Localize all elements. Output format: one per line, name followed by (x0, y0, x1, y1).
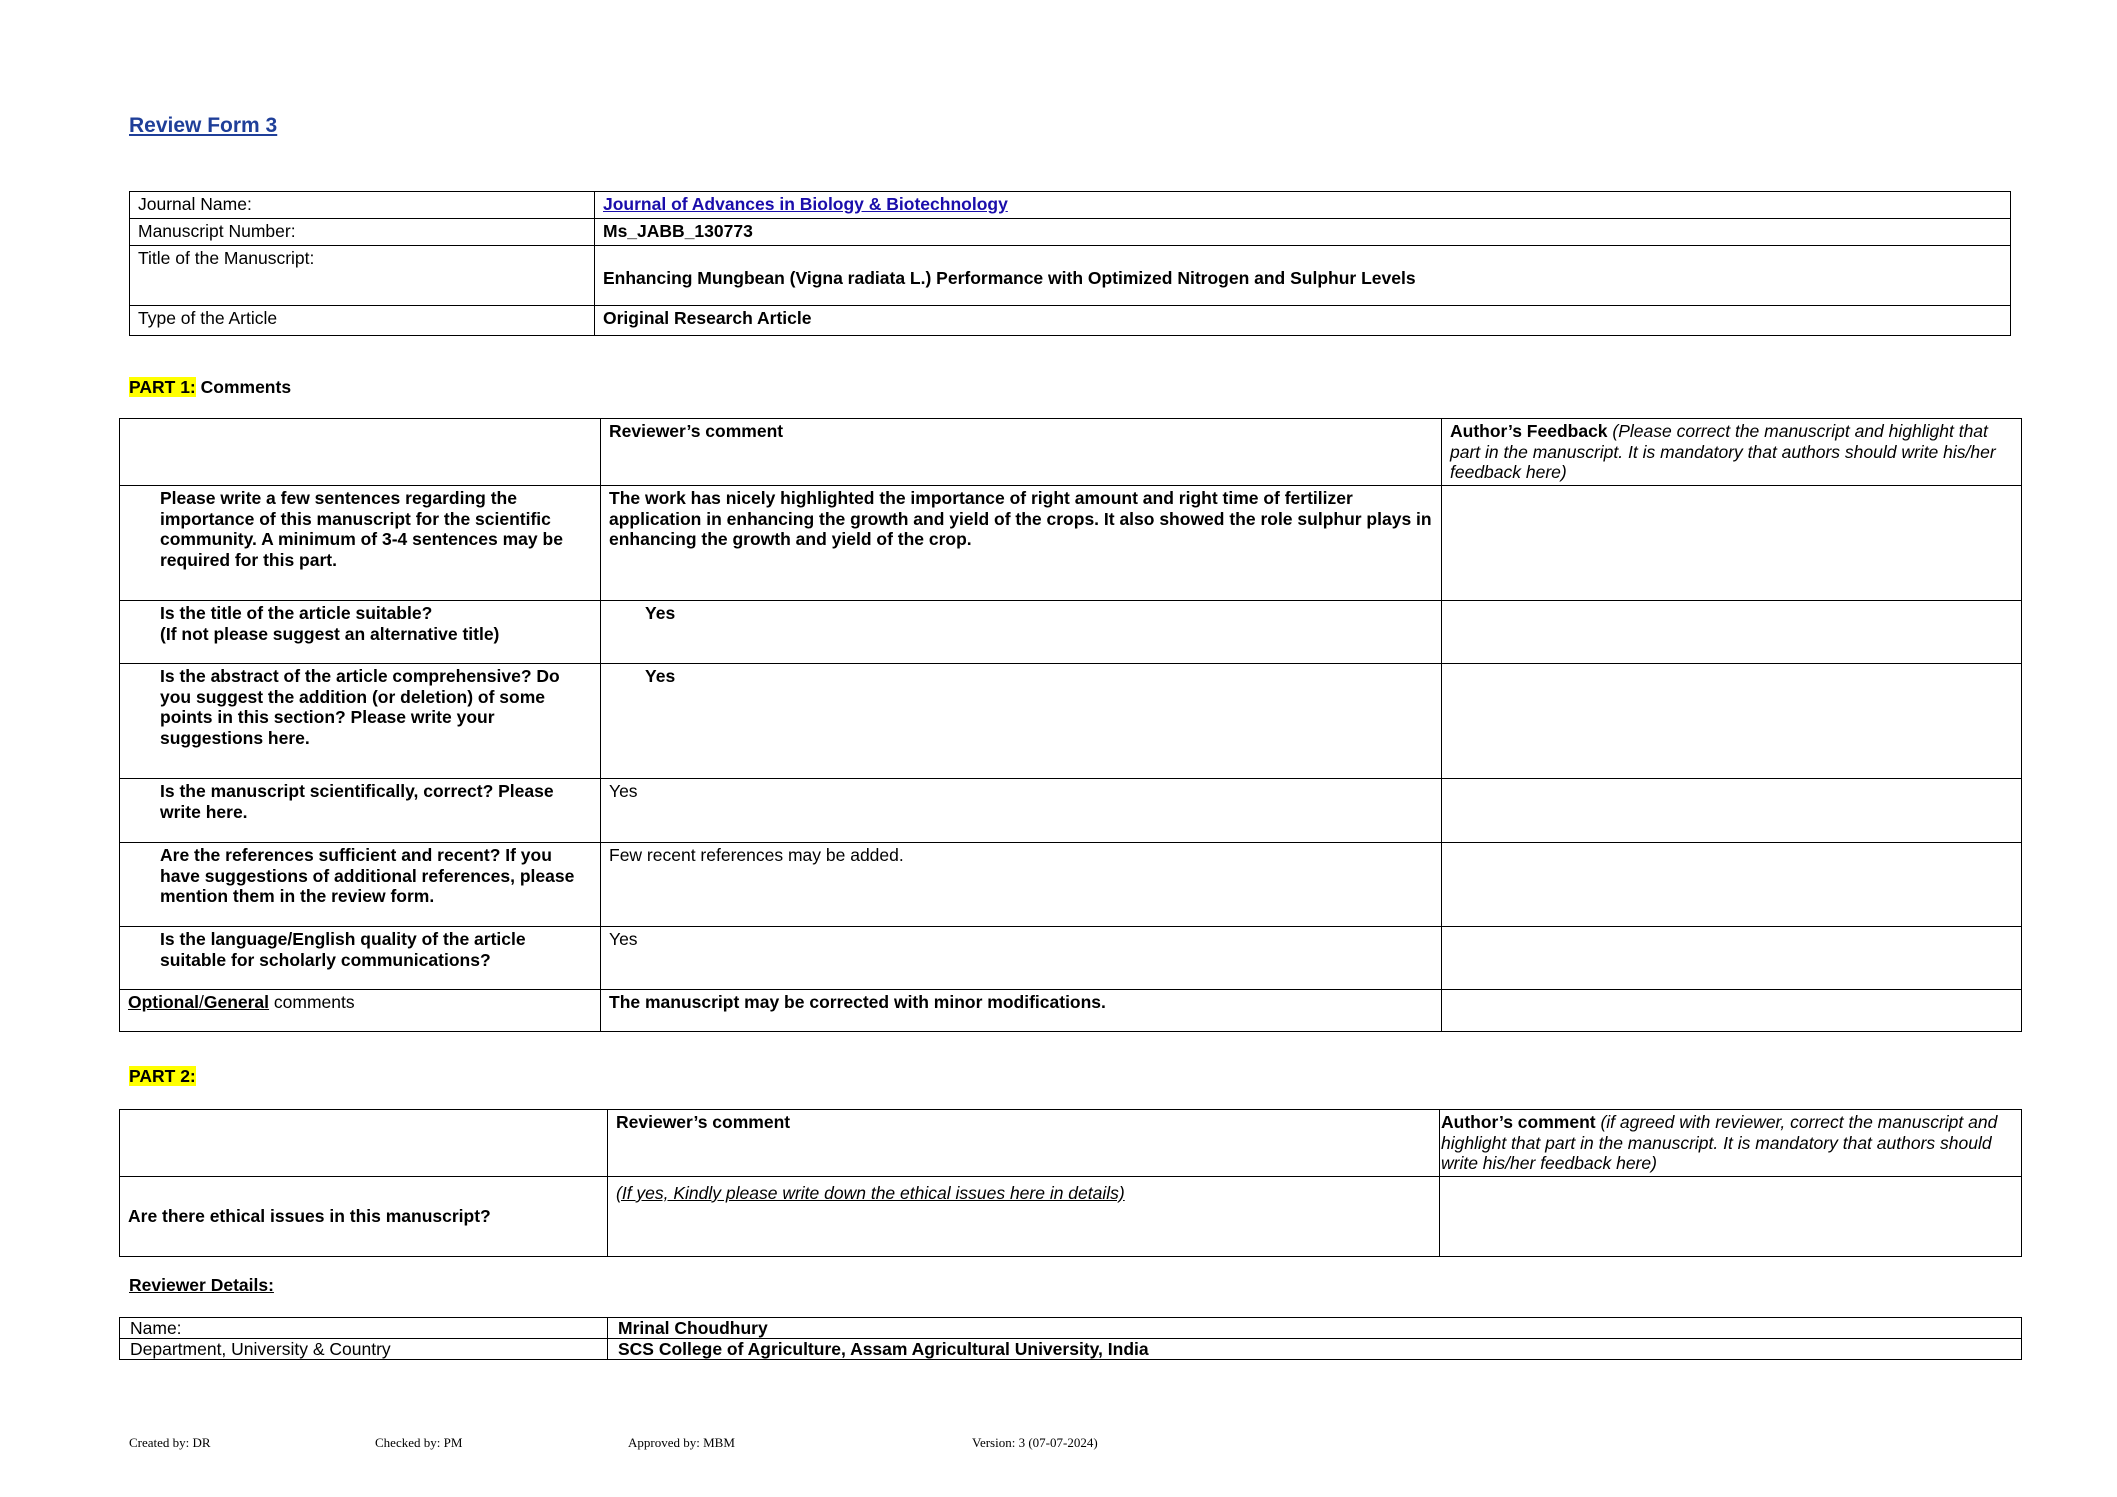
manuscript-number-label: Manuscript Number: (130, 219, 595, 246)
question-abstract: Is the abstract of the article comprehensive? Do you suggest the addition (or deletion) of some points in this section? Please write your suggestions here. (120, 663, 601, 778)
part2-heading (129, 1066, 196, 1087)
reviewer-details-table (119, 1317, 2022, 1360)
part2-ethics-table (119, 1109, 2022, 1257)
author-feedback-optional[interactable] (1442, 989, 2022, 1031)
author-feedback-language[interactable] (1442, 926, 2022, 989)
comment-importance: The work has nicely highlighted the importance of right amount and right time of fertilizer application in enhancing the growth and yield of the crops. It also showed the role sulphur plays in enhancing the growth and yield of the crop. (601, 485, 1442, 600)
table-row (120, 926, 2022, 989)
part2-header-author (1440, 1110, 2022, 1177)
part1-comments-table (119, 418, 2022, 1032)
reviewer-department-value: SCS College of Agriculture, Assam Agricultural University, India (608, 1339, 2022, 1360)
table-row (120, 485, 2022, 600)
author-feedback-scientific[interactable] (1442, 778, 2022, 842)
table-row (120, 600, 2022, 663)
article-type-value: Original Research Article (595, 306, 2011, 336)
comments-label: comments (269, 991, 355, 1012)
part1-label: PART 1: (129, 377, 196, 397)
part2-header-reviewer: Reviewer’s comment (608, 1110, 1440, 1177)
part2-label: PART 2: (129, 1066, 196, 1086)
table-row (120, 989, 2022, 1031)
author-feedback-references[interactable] (1442, 842, 2022, 926)
question-ethics: Are there ethical issues in this manuscript? (120, 1176, 608, 1256)
author-feedback-abstract[interactable] (1442, 663, 2022, 778)
footer-created-by: Created by: DR (129, 1435, 211, 1450)
question-language: Is the language/English quality of the article suitable for scholarly communications? (120, 926, 601, 989)
author-feedback-importance[interactable] (1442, 485, 2022, 600)
journal-name-value[interactable]: Journal of Advances in Biology & Biotechnology (603, 194, 1008, 214)
comment-ethics-text: (If yes, Kindly please write down the ethical issues here in details) (616, 1182, 1125, 1203)
question-importance: Please write a few sentences regarding the importance of this manuscript for the scientific community. A minimum of 3-4 sentences may be required for this part. (120, 485, 601, 600)
question-references: Are the references sufficient and recent? If you have suggestions of additional references, please mention them in the review form. (120, 842, 601, 926)
optional-general-label (120, 989, 601, 1031)
footer-checked-by: Checked by: PM (375, 1435, 463, 1450)
journal-name-label: Journal Name: (130, 192, 595, 219)
question-scientific: Is the manuscript scientifically, correct? Please write here. (120, 778, 601, 842)
reviewer-department-label: Department, University & Country (120, 1339, 608, 1360)
reviewer-details-heading: Reviewer Details: (129, 1275, 274, 1295)
table-row (120, 778, 2022, 842)
table-row (120, 1176, 2022, 1256)
page-title: Review Form 3 (129, 114, 278, 137)
comment-scientific: Yes (601, 778, 1442, 842)
reviewer-name-label: Name: (120, 1318, 608, 1339)
part2-header-author-note: (if agreed with reviewer, correct the manuscript and highlight that part in the manuscript. It is mandatory that authors should write his/her feedback here) (1441, 1112, 1998, 1174)
comment-abstract: Yes (601, 663, 1442, 778)
part1-header-author (1442, 419, 2022, 486)
comment-ethics (608, 1176, 1440, 1256)
footer-approved-by: Approved by: MBM (628, 1435, 735, 1450)
footer-version: Version: 3 (07-07-2024) (972, 1435, 1098, 1450)
table-row (120, 842, 2022, 926)
reviewer-name-value: Mrinal Choudhury (608, 1318, 2022, 1339)
optional-separator: / (198, 991, 204, 1012)
part1-header-empty (120, 419, 601, 486)
article-type-label: Type of the Article (130, 306, 595, 336)
manuscript-number-value: Ms_JABB_130773 (595, 219, 2011, 246)
part1-header-author-note: (Please correct the manuscript and highlight that part in the manuscript. It is mandatory that authors should write his/her feedback here) (1450, 421, 1996, 483)
manuscript-title-value: Enhancing Mungbean (Vigna radiata L.) Performance with Optimized Nitrogen and Sulphur Levels (595, 246, 2011, 306)
comment-optional: The manuscript may be corrected with minor modifications. (601, 989, 1442, 1031)
question-title-line2: (If not please suggest an alternative title) (160, 623, 500, 644)
manuscript-info-table (129, 191, 2011, 336)
part1-suffix: Comments (195, 377, 292, 397)
part2-header-author-bold: Author’s comment (1441, 1112, 1596, 1132)
general-label: General (203, 991, 270, 1012)
author-feedback-title[interactable] (1442, 600, 2022, 663)
part1-heading (129, 377, 291, 398)
part1-header-reviewer: Reviewer’s comment (601, 419, 1442, 486)
part2-header-empty (120, 1110, 608, 1177)
question-title-line1: Is the title of the article suitable? (160, 602, 433, 623)
optional-label: Optional (128, 991, 199, 1012)
comment-language: Yes (601, 926, 1442, 989)
comment-title: Yes (601, 600, 1442, 663)
table-row (120, 663, 2022, 778)
author-comment-ethics[interactable] (1440, 1176, 2022, 1256)
question-title (120, 600, 601, 663)
comment-references: Few recent references may be added. (601, 842, 1442, 926)
part1-header-author-bold: Author’s Feedback (1450, 421, 1608, 441)
manuscript-title-label: Title of the Manuscript: (130, 246, 595, 306)
journal-name-link[interactable] (595, 192, 2011, 219)
